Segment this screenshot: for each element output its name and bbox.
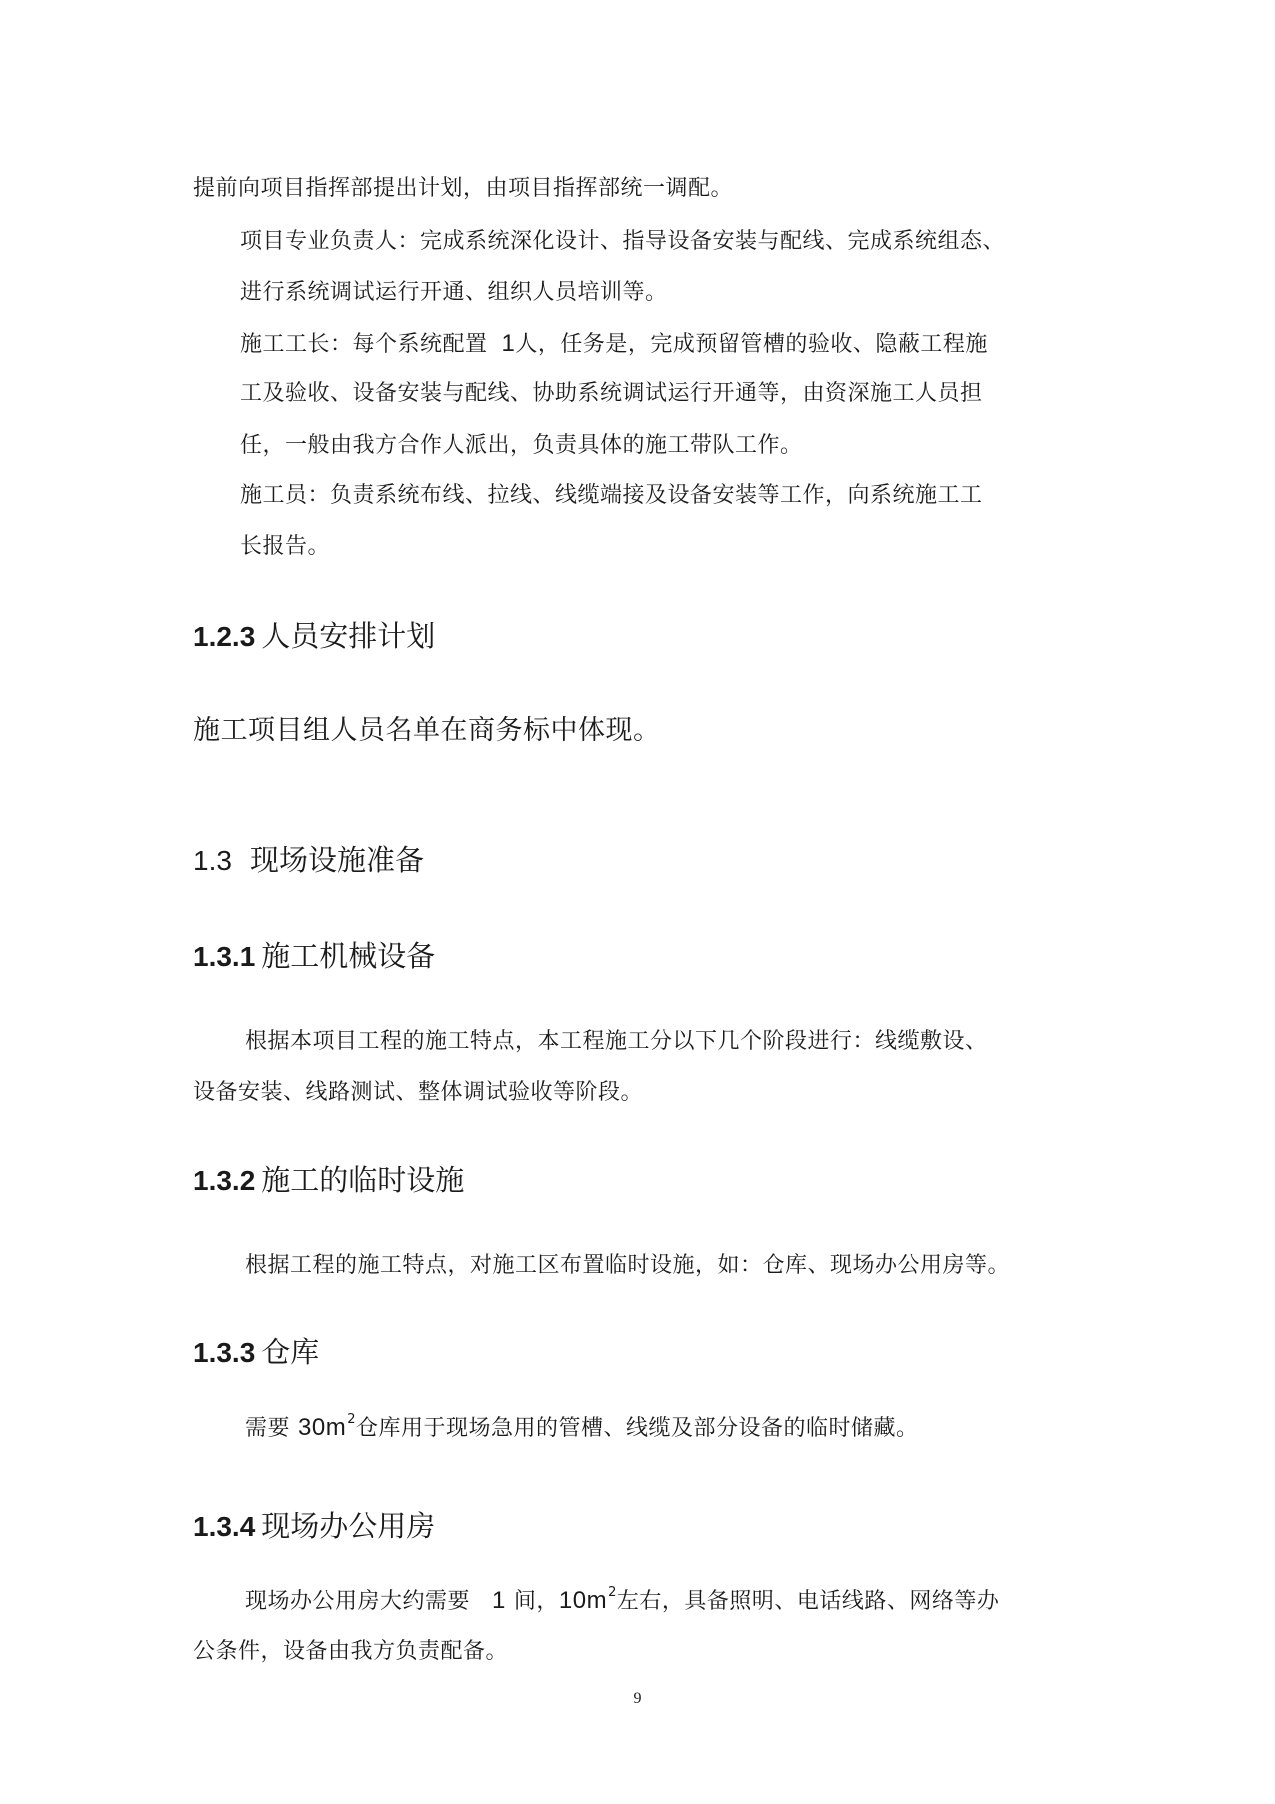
superscript: 2 [608, 1585, 617, 1600]
section-heading-1-3-4 [193, 1504, 435, 1545]
section-heading-1-3 [193, 838, 424, 879]
text-span: 间， [513, 1589, 559, 1614]
paragraph-line [245, 1411, 919, 1442]
superscript: 2 [347, 1412, 356, 1427]
section-heading-1-3-3 [193, 1330, 319, 1371]
section-heading-1-2-3 [193, 614, 435, 655]
paragraph-line [240, 327, 988, 358]
paragraph-line: 工及验收、设备安装与配线、协助系统调试运行开通等，由资深施工人员担 [240, 381, 983, 406]
heading-title: 现场办公用房 [261, 1509, 436, 1543]
heading-title: 仓库 [261, 1335, 320, 1369]
paragraph-line: 长报告。 [240, 534, 331, 559]
text-span: 需要 [245, 1416, 291, 1441]
paragraph-line: 公条件，设备由我方负责配备。 [193, 1639, 509, 1664]
heading-number: 1.3.3 [193, 1337, 256, 1368]
heading-number: 1.3.1 [193, 941, 256, 972]
area-value: 10m [558, 1587, 608, 1614]
heading-title: 人员安排计划 [261, 619, 436, 653]
text-span: 仓库用于现场急用的管槽、线缆及部分设备的临时储藏。 [355, 1416, 919, 1441]
number-span: 1 [501, 330, 516, 357]
text-span: 现场办公用房大约需要 [245, 1589, 471, 1614]
paragraph-line: 施工员：负责系统布线、拉线、线缆端接及设备安装等工作，向系统施工工 [240, 483, 983, 508]
section-heading-1-3-2 [193, 1158, 464, 1199]
paragraph-line [245, 1584, 999, 1615]
heading-number: 1.3.4 [193, 1511, 256, 1542]
paragraph-line: 施工项目组人员名单在商务标中体现。 [193, 715, 661, 746]
paragraph-line: 设备安装、线路测试、整体调试验收等阶段。 [193, 1080, 644, 1105]
paragraph-line: 任，一般由我方合作人派出，负责具体的施工带队工作。 [240, 433, 803, 458]
text-span: 左右，具备照明、电话线路、网络等办 [616, 1589, 1000, 1614]
count-value: 1 [492, 1587, 506, 1614]
heading-title: 现场设施准备 [249, 843, 424, 877]
paragraph-line: 提前向项目指挥部提出计划，由项目指挥部统一调配。 [193, 176, 734, 201]
heading-number: 1.3 [193, 845, 232, 876]
paragraph-line: 进行系统调试运行开通、组织人员培训等。 [240, 280, 668, 305]
text-span: 人，任务是，完成预留管槽的验收、隐蔽工程施 [515, 332, 988, 357]
paragraph-line: 根据工程的施工特点，对施工区布置临时设施，如：仓库、现场办公用房等。 [245, 1253, 1011, 1278]
section-heading-1-3-1 [193, 934, 435, 975]
heading-number: 1.3.2 [193, 1165, 256, 1196]
heading-title: 施工的临时设施 [261, 1163, 465, 1197]
paragraph-line: 项目专业负责人：完成系统深化设计、指导设备安装与配线、完成系统组态、 [240, 229, 1006, 254]
area-value: 30m [298, 1414, 347, 1441]
page-number: 9 [633, 1690, 642, 1707]
heading-number: 1.2.3 [193, 621, 256, 652]
text-span: 施工工长：每个系统配置 [240, 332, 488, 357]
heading-title: 施工机械设备 [261, 939, 436, 973]
paragraph-line: 根据本项目工程的施工特点，本工程施工分以下几个阶段进行：线缆敷设、 [245, 1029, 988, 1054]
